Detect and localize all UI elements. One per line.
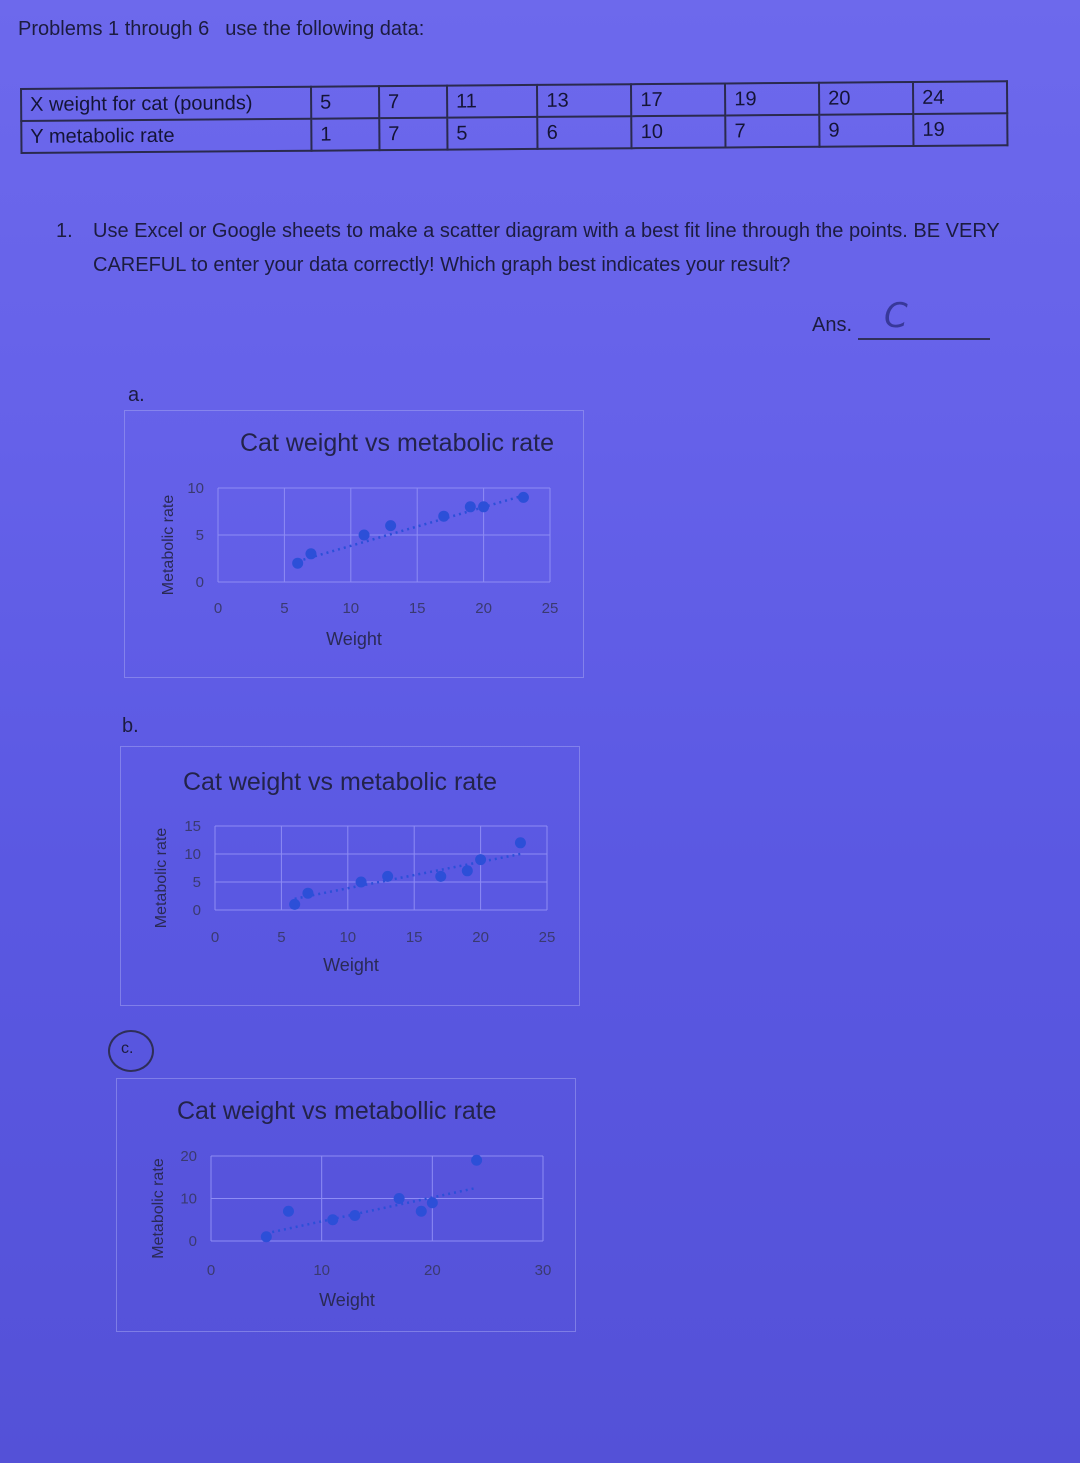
table-cell: 5 — [447, 117, 538, 150]
x-tick-label: 25 — [541, 600, 559, 617]
table-cell: 24 — [913, 81, 1007, 114]
intro-part1: Problems 1 through 6 — [18, 18, 210, 40]
x-axis-label: Weight — [326, 629, 382, 649]
chart-c — [117, 1079, 575, 1331]
table-cell: 6 — [538, 116, 632, 149]
chart-title: Cat weight vs metabolic rate — [183, 768, 498, 796]
table-cell: 7 — [725, 115, 819, 148]
y-axis-label: Metabolic rate — [150, 1158, 167, 1259]
data-point — [471, 1155, 482, 1166]
data-point — [261, 1231, 272, 1242]
table-header-y: Y metabolic rate — [21, 119, 311, 153]
data-point — [289, 899, 300, 910]
table-cell: 17 — [631, 83, 725, 116]
data-point — [349, 1210, 360, 1221]
chart-a-frame — [124, 410, 584, 678]
table-cell: 5 — [311, 86, 379, 119]
table-cell: 7 — [379, 118, 447, 151]
x-tick-label: 20 — [423, 1262, 441, 1279]
option-c-label: c. — [121, 1040, 134, 1057]
trendline — [266, 1188, 476, 1233]
x-tick-label: 20 — [472, 929, 489, 946]
data-point — [438, 511, 449, 522]
x-tick-label: 0 — [206, 1262, 216, 1279]
data-point — [435, 871, 446, 882]
chart-c-frame — [116, 1078, 576, 1332]
chart-b — [121, 747, 579, 1005]
data-point — [518, 492, 529, 503]
data-point — [385, 520, 396, 531]
y-tick-label: 10 — [187, 480, 204, 497]
data-point — [394, 1193, 405, 1204]
table-header-x: X weight for cat (pounds) — [21, 87, 311, 121]
data-point — [305, 548, 316, 559]
y-tick-label: 5 — [195, 527, 204, 544]
x-tick-label: 0 — [213, 600, 223, 617]
data-point — [292, 558, 303, 569]
x-tick-label: 5 — [277, 929, 286, 946]
y-tick-label: 0 — [188, 1233, 197, 1250]
option-b-label: b. — [122, 715, 139, 737]
intro-part2: use the following data: — [225, 18, 425, 40]
data-point — [302, 888, 313, 899]
option-a-label: a. — [128, 384, 145, 406]
table-cell: 9 — [819, 114, 913, 147]
y-tick-label: 20 — [180, 1148, 197, 1165]
question-text: Use Excel or Google sheets to make a scatter diagram with a best fit line through the points. BE VERY CAREFUL to enter your data correctly! Which graph best indicates your result? — [93, 220, 1000, 276]
x-tick-label: 10 — [339, 929, 357, 946]
data-point — [478, 501, 489, 512]
y-tick-label: 0 — [192, 902, 201, 919]
data-point — [327, 1214, 338, 1225]
table-cell: 19 — [913, 113, 1007, 146]
table-cell: 10 — [632, 115, 726, 148]
data-point — [462, 865, 473, 876]
data-point — [382, 871, 393, 882]
data-point — [475, 854, 486, 865]
answer-label: Ans. — [812, 314, 853, 336]
y-tick-label: 15 — [184, 818, 201, 835]
chart-b-frame — [120, 746, 580, 1006]
answer-underline — [858, 338, 990, 340]
y-axis-label: Metabolic rate — [160, 494, 177, 596]
table-row-y — [21, 113, 1007, 153]
x-tick-label: 5 — [280, 600, 289, 617]
table-cell: 20 — [819, 82, 913, 115]
data-point — [283, 1206, 294, 1217]
chart-a — [125, 411, 583, 677]
table-cell: 13 — [537, 84, 631, 117]
answer-value: C — [884, 296, 908, 336]
question-number: 1. — [56, 220, 73, 242]
x-tick-label: 20 — [475, 600, 492, 617]
x-tick-label: 15 — [405, 929, 423, 946]
data-point — [427, 1197, 438, 1208]
table-cell: 11 — [447, 85, 538, 118]
x-tick-label: 0 — [210, 929, 220, 946]
intro-text — [18, 18, 440, 41]
y-axis-label: Metabolic rate — [153, 827, 170, 929]
data-table — [20, 80, 1008, 154]
chart-title: Cat weight vs metabollic rate — [177, 1097, 497, 1125]
x-tick-label: 15 — [408, 600, 426, 617]
table-cell: 7 — [379, 86, 447, 119]
data-point — [515, 837, 526, 848]
y-tick-label: 10 — [180, 1190, 197, 1208]
x-tick-label: 10 — [342, 600, 360, 617]
data-point — [416, 1206, 427, 1217]
data-point — [359, 530, 370, 541]
y-tick-label: 0 — [195, 574, 204, 591]
x-tick-label: 10 — [313, 1262, 331, 1279]
y-tick-label: 10 — [184, 846, 201, 863]
trendline — [298, 496, 524, 562]
table-cell: 19 — [725, 83, 819, 116]
chart-title: Cat weight vs metabolic rate — [240, 429, 555, 457]
trendline — [295, 854, 521, 899]
data-point — [465, 501, 476, 512]
table-cell: 1 — [311, 118, 379, 151]
x-tick-label: 25 — [538, 929, 556, 946]
data-point — [356, 877, 367, 888]
x-axis-label: Weight — [323, 955, 379, 975]
y-tick-label: 5 — [192, 874, 201, 891]
x-tick-label: 30 — [534, 1262, 552, 1279]
x-axis-label: Weight — [319, 1290, 375, 1310]
